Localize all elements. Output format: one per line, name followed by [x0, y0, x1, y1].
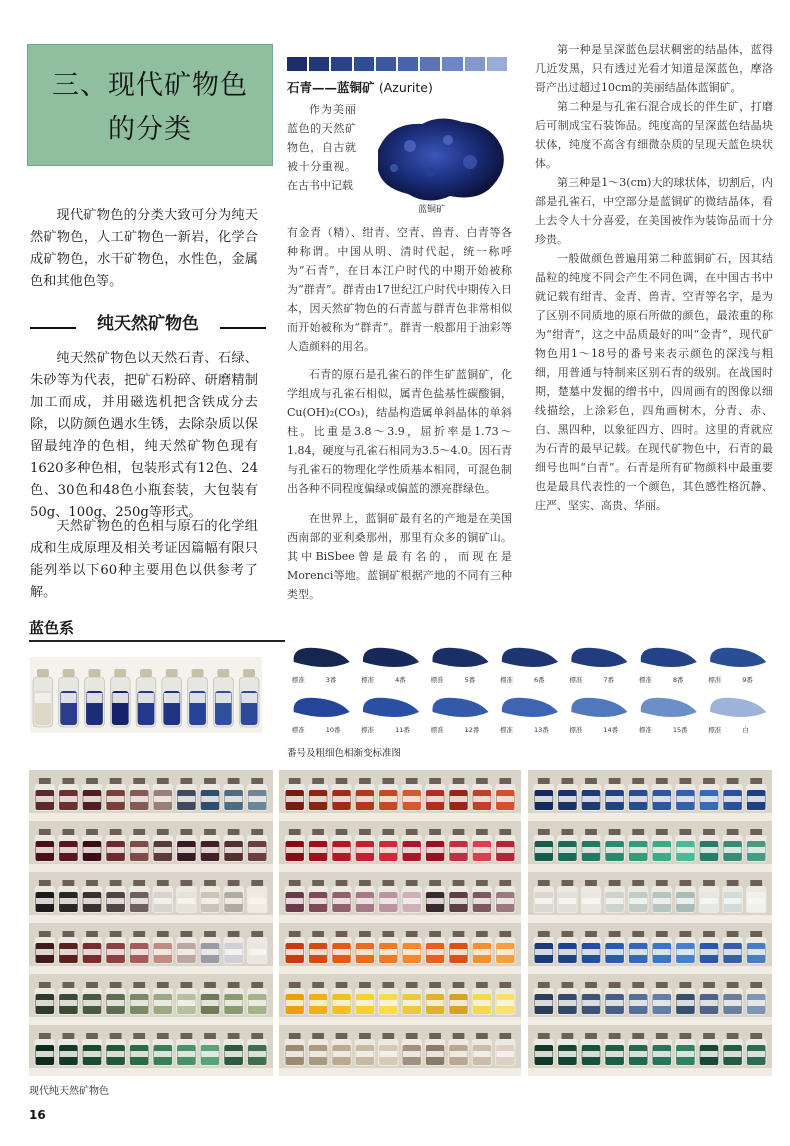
swatch-3 — [331, 57, 351, 71]
right-paragraph-3: 第三种是1～3(cm)大的球状体，切割后，内部是孔雀石，中空部分是蓝铜矿的微结晶体，看上去令人十分喜爱，在美国被作为装饰品而十分珍贵。 — [535, 176, 773, 246]
chapter-title-block — [27, 44, 273, 166]
grade-swatch — [708, 648, 766, 684]
intro-paragraph: 现代矿物色的分类大致可分为纯天然矿物色，人工矿物色一新岩，化学合成矿物色，水干矿物色，水性色，金属色和其他色等。 — [30, 208, 258, 289]
shelf-photo-1 — [29, 770, 273, 1076]
grade-number-label: 4番 — [395, 676, 406, 684]
azurite-title-cn: 石青——蓝铜矿 — [287, 80, 375, 95]
grade-standard-label: 標准 — [291, 676, 305, 684]
grade-swatch — [292, 698, 350, 734]
grade-number-label: 白 — [742, 726, 749, 734]
grade-swatch — [500, 698, 558, 734]
grade-number-label: 8番 — [672, 676, 684, 684]
grade-number-label: 7番 — [603, 676, 615, 684]
grade-swatch — [639, 648, 697, 684]
grade-standard-label: 標准 — [430, 676, 444, 684]
swatch-4 — [354, 57, 374, 71]
grade-swatch — [361, 648, 419, 684]
grade-number-label: 6番 — [534, 676, 545, 684]
pigment-jar — [33, 669, 53, 727]
grade-swatch — [708, 698, 766, 734]
blue-pigment-jars-photo — [30, 657, 262, 733]
swatch-9 — [465, 57, 485, 71]
right-paragraph-1: 第一种是呈深蓝色层状稠密的结晶体，蓝得几近发黑，只有透过光看才知道是深蓝色，摩洛哥产出过超过10cm的美丽结晶体蓝铜矿。 — [535, 43, 773, 94]
azurite-paragraph-3: 在世界上，蓝铜矿最有名的产地是在美国西南部的亚利桑那州，那里有众多的铜矿山。其中BiSbee曾是最有名的，而现在是Morenci等地。蓝铜矿根据产地的不同有三种类型。 — [287, 512, 512, 601]
grade-swatch — [292, 648, 350, 684]
grade-gradient-chart — [287, 640, 773, 740]
chapter-title-line-2: 的分类 — [108, 114, 192, 145]
grade-number-label: 10番 — [325, 726, 341, 734]
pigment-jar — [59, 669, 79, 727]
right-paragraph-4: 一般做颜色普遍用第二种蓝铜矿石，因其结晶粒的纯度不同会产生不同色调，在中国古书中就记载有绀青、金青、兽青、空青等名字，是为了区别不同质地的原石所做的颜色，最浓重的称为“绀青”，这之中品质最好的叫“金青”，现代矿物色用1～18号的番号来表示颜色的深浅与粗细，用普通与特制来区别石青的级别。在战国时期，楚墓中发掘的缯书中，四周画有的图像以细线描绘，上涂彩色，四角画树木，分青、赤、白、黑四种，以象征四方、四时。这里的青就应为石青的最早记载。在现代矿物色中，石青的最细号也叫“白青”。石青是所有矿物颜料中最重要也是最具代表性的一个颜色，其色感性格沉静、庄严、坚实、高贵、华丽。 — [535, 252, 773, 512]
grade-number-label: 13番 — [534, 726, 549, 734]
swatch-1 — [287, 57, 307, 71]
chapter-title-line-1: 三、现代矿物色 — [52, 70, 248, 101]
grade-swatch — [569, 698, 627, 734]
grade-standard-label: 標准 — [638, 676, 652, 684]
grade-standard-label: 標准 — [708, 676, 722, 684]
swatch-5 — [376, 57, 396, 71]
azurite-mineral-photo — [370, 110, 510, 212]
blue-swatch-strip — [287, 57, 507, 71]
grade-standard-label: 標准 — [361, 726, 375, 734]
grade-swatch — [569, 648, 627, 684]
blue-series-heading: 蓝色系 — [29, 619, 75, 637]
swatch-8 — [442, 57, 462, 71]
azurite-title — [287, 78, 433, 96]
grade-standard-label: 標准 — [569, 676, 583, 684]
blue-series-rule — [29, 640, 285, 642]
grade-number-label: 3番 — [325, 676, 337, 684]
grade-swatch — [639, 698, 697, 734]
right-paragraph-2: 第二种是与孔雀石混合成长的伴生矿，打磨后可制成宝石装饰品。纯度高的呈深蓝色结晶块状体，纯度不高含有细微杂质的呈现天蓝色块状体。 — [535, 100, 773, 170]
grade-standard-label: 標准 — [708, 726, 722, 734]
azurite-title-en: (Azurite) — [378, 80, 433, 95]
pigment-jar — [110, 669, 130, 727]
swatch-7 — [420, 57, 440, 71]
grade-standard-label: 標准 — [291, 726, 305, 734]
grade-swatch — [431, 648, 489, 684]
azurite-paragraph-1: 有金青（精）、绀青、空青、兽青、白青等各种称谓。中国从明、清时代起，统一称呼为“石青”，在日本江户时代的中期开始被称为“群青”。群青由17世纪江户时代中期传入日本，因天然矿物色的石青蓝与群青色非常相似而开始被称为“群青”。群青一般都用于油彩等人造颜料的用名。 — [287, 226, 512, 353]
shelf-photo-3 — [528, 770, 772, 1076]
azurite-photo-caption: 蓝铜矿 — [418, 205, 446, 215]
right-column-text — [535, 40, 773, 515]
grade-number-label: 9番 — [742, 676, 753, 684]
shelf-photo-2 — [279, 770, 521, 1076]
grade-standard-label: 標准 — [500, 726, 513, 734]
natural-paragraph-2: 天然矿物色的色相与原石的化学组成和生成原理及相关考证因篇幅有限只能列举以下60种主要用色以供参考了解。 — [30, 519, 258, 600]
grade-number-label: 14番 — [603, 726, 619, 734]
page-number: 16 — [29, 1108, 46, 1122]
grade-standard-label: 標准 — [361, 676, 375, 684]
pigment-jar — [136, 669, 156, 727]
grade-standard-label: 標准 — [500, 676, 513, 684]
pigment-jar — [85, 669, 105, 727]
grade-number-label: 11番 — [395, 726, 410, 734]
pigment-jar — [162, 669, 182, 727]
pigment-jar — [213, 669, 233, 727]
azurite-lead-text: 作为美丽蓝色的天然矿物色，自古就被十分重视。在古书中记载 — [287, 103, 356, 192]
grade-chart-caption: 番号及粗细色相渐变标准图 — [287, 748, 402, 759]
grade-number-label: 12番 — [464, 726, 480, 734]
grade-swatch — [500, 648, 558, 684]
grade-standard-label: 標准 — [569, 726, 583, 734]
shelf-photo-caption: 现代纯天然矿物色 — [29, 1086, 109, 1097]
natural-section-heading — [30, 306, 266, 336]
swatch-2 — [309, 57, 329, 71]
grade-swatch — [361, 698, 419, 734]
natural-paragraph-1: 纯天然矿物色以天然石青、石绿、朱砂等为代表，把矿石粉碎、研磨精制加工而成，并用磁选机把含铁成分去除，以防颜色遇水生锈，去除杂质以保留最纯净的色相，纯天然矿物色现有1620多种色相，包装形式有12色、24色、30色和48色小瓶套装，大包装有50g、100g、250g等形式。 — [30, 351, 258, 520]
grade-swatch — [431, 698, 489, 734]
natural-section-heading-text: 纯天然矿物色 — [97, 314, 199, 334]
pigment-jar — [239, 669, 259, 727]
grade-number-label: 15番 — [672, 726, 688, 734]
grade-standard-label: 標准 — [638, 726, 652, 734]
pigment-jar — [188, 669, 208, 727]
heading-rule-right — [220, 327, 266, 329]
grade-number-label: 5番 — [464, 676, 476, 684]
grade-standard-label: 標准 — [430, 726, 444, 734]
swatch-10 — [487, 57, 507, 71]
azurite-paragraph-2: 石青的原石是孔雀石的伴生矿蓝铜矿，化学组成与孔雀石相似，属青色盐基性碳酸铜，Cu(OH)₂(CO₃)，结晶构造属单斜晶体的单斜柱。比重是3.8～3.9，屈折率是1.73～1.84，硬度与孔雀石相同为3.5～4.0。因石青与孔雀石的物理化学性质基本相同，可混色制出各种不同程度偏绿或偏蓝的漂亮群绿色。 — [287, 368, 512, 495]
swatch-6 — [398, 57, 418, 71]
